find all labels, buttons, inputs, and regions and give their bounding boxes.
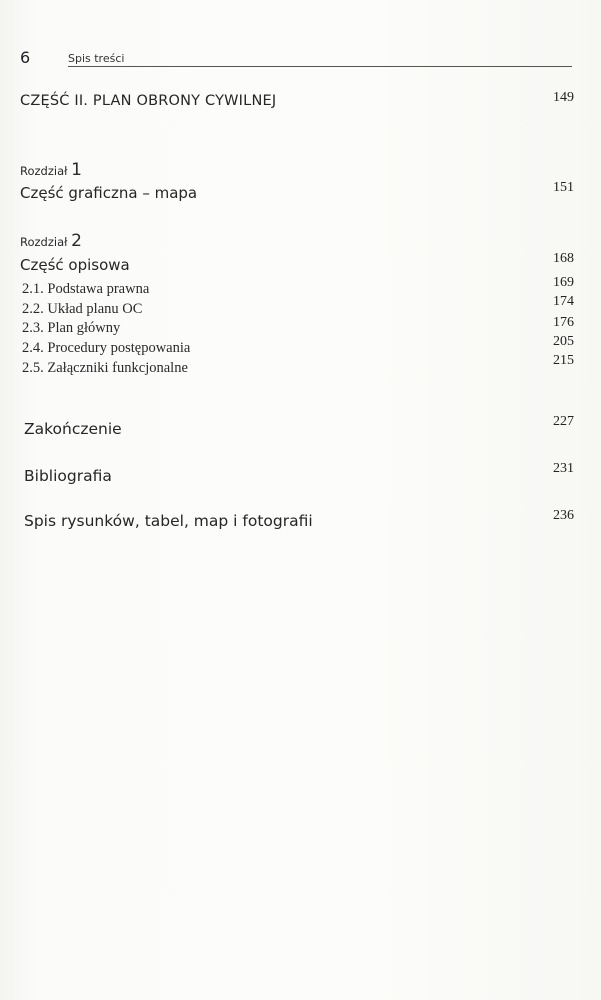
toc-part-title: CZĘŚĆ II. PLAN OBRONY CYWILNEJ (20, 93, 277, 109)
section-2-3-title: 2.3. Plan główny (22, 320, 121, 336)
section-2-1-page: 169 (553, 275, 574, 290)
chapter-1-label-word: Rozdział (20, 164, 68, 178)
chapter-2-page: 168 (553, 251, 574, 266)
header-rule (68, 66, 572, 67)
section-2-4-title: 2.4. Procedury postępowania (22, 340, 191, 356)
chapter-2-number: 2 (71, 231, 82, 251)
toc-conclusion-page: 227 (553, 414, 574, 429)
chapter-1-title: Część graficzna – mapa (20, 184, 198, 202)
toc-part-page: 149 (553, 90, 574, 105)
toc-figures-list-page: 236 (553, 508, 574, 523)
section-2-5-page: 215 (553, 353, 574, 368)
chapter-1-label (20, 160, 82, 180)
chapter-2-title: Część opisowa (20, 256, 130, 274)
toc-bibliography-title: Bibliografia (24, 467, 112, 485)
section-2-4-page: 205 (553, 334, 574, 349)
section-2-2-title: 2.2. Układ planu OC (22, 301, 143, 317)
chapter-1-number: 1 (71, 160, 82, 180)
header-page-number: 6 (20, 48, 31, 67)
section-2-2-page: 174 (553, 294, 574, 309)
section-2-3-page: 176 (553, 315, 574, 330)
header-running-title: Spis treści (68, 52, 125, 65)
running-header (20, 48, 572, 70)
section-2-1-title: 2.1. Podstawa prawna (22, 281, 150, 297)
toc-figures-list-title: Spis rysunków, tabel, map i fotografii (24, 512, 313, 530)
toc-bibliography-page: 231 (553, 461, 574, 476)
chapter-2-label (20, 231, 82, 251)
chapter-2-label-word: Rozdział (20, 235, 68, 249)
toc-conclusion-title: Zakończenie (24, 420, 122, 438)
section-2-5-title: 2.5. Załączniki funkcjonalne (22, 360, 188, 376)
chapter-1-page: 151 (553, 180, 574, 195)
